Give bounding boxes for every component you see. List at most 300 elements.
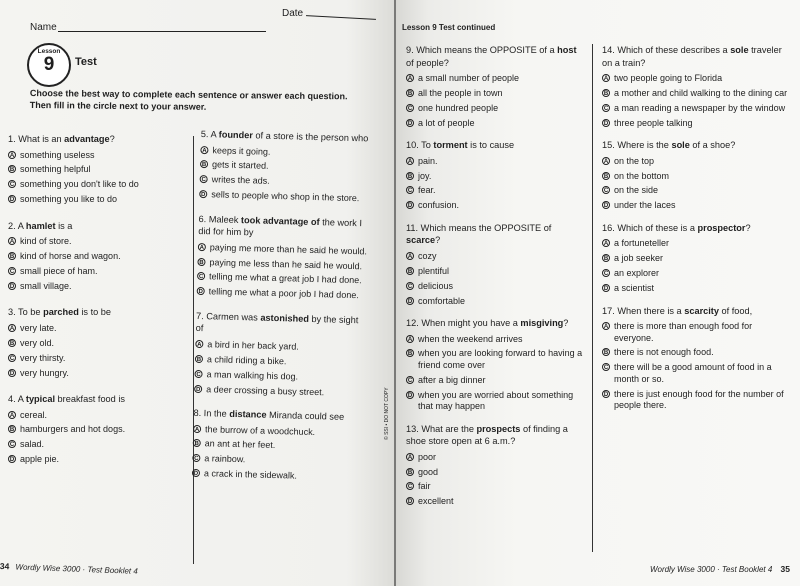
answer-bubble[interactable]: B bbox=[9, 340, 15, 347]
answer-text: apple pie. bbox=[20, 454, 60, 465]
vocabulary-word: parched bbox=[43, 307, 79, 318]
answer-text: salad. bbox=[20, 439, 45, 450]
question-text: 8. In the bbox=[193, 407, 230, 419]
continued-label: Lesson 9 Test continued bbox=[402, 23, 496, 32]
vocabulary-word: hamlet bbox=[25, 220, 56, 231]
answer-text: a scientist bbox=[614, 283, 655, 294]
vocabulary-word: scarcity bbox=[684, 305, 719, 316]
lesson-number: 9 bbox=[43, 54, 55, 75]
answer-text: on the top bbox=[614, 155, 655, 166]
answer-option[interactable] bbox=[406, 103, 586, 115]
answer-bubble[interactable]: D bbox=[603, 286, 609, 293]
answer-option[interactable] bbox=[406, 390, 586, 413]
question-1 bbox=[8, 133, 190, 206]
answer-bubble[interactable]: D bbox=[194, 384, 202, 392]
answer-option[interactable] bbox=[193, 438, 365, 454]
vocabulary-word: founder bbox=[218, 129, 254, 141]
date-line bbox=[306, 15, 376, 20]
answer-bubble[interactable]: D bbox=[9, 197, 15, 204]
question-text: 16. Which of these is a bbox=[602, 222, 698, 233]
answer-option[interactable] bbox=[200, 144, 372, 160]
answer-text: an ant at her feet. bbox=[204, 438, 276, 451]
answer-options bbox=[8, 150, 190, 206]
answer-bubble[interactable]: B bbox=[193, 439, 201, 447]
answer-option[interactable] bbox=[8, 150, 190, 162]
answer-option[interactable] bbox=[8, 251, 190, 263]
answer-option[interactable] bbox=[8, 410, 190, 422]
name-label: Name bbox=[30, 22, 57, 33]
answer-option[interactable] bbox=[406, 185, 586, 197]
answer-bubble[interactable]: D bbox=[603, 203, 609, 210]
answer-bubble[interactable]: D bbox=[603, 120, 609, 127]
answer-text: very old. bbox=[20, 337, 55, 348]
answer-option[interactable] bbox=[406, 118, 586, 130]
answer-bubble[interactable]: C bbox=[9, 268, 15, 275]
answer-option[interactable] bbox=[197, 257, 369, 273]
answer-bubble[interactable]: D bbox=[407, 120, 413, 127]
answer-bubble[interactable]: B bbox=[197, 258, 205, 266]
answer-option[interactable] bbox=[406, 334, 586, 346]
answer-bubble[interactable]: A bbox=[407, 454, 413, 461]
answer-options bbox=[602, 73, 788, 129]
answer-option[interactable] bbox=[602, 321, 788, 344]
question-text: ? bbox=[563, 318, 569, 329]
answer-option[interactable] bbox=[406, 496, 586, 508]
answer-text: a rainbow. bbox=[204, 453, 246, 465]
answer-option[interactable] bbox=[200, 159, 372, 175]
answer-text: hamburgers and hot dogs. bbox=[20, 424, 126, 435]
answer-text: cereal. bbox=[20, 409, 48, 420]
answer-option[interactable] bbox=[8, 353, 190, 365]
answer-bubble[interactable]: A bbox=[195, 340, 203, 348]
answer-bubble[interactable]: C bbox=[407, 105, 413, 112]
answer-option[interactable] bbox=[406, 156, 586, 168]
answer-bubble[interactable]: C bbox=[194, 370, 202, 378]
question-text: 10. To bbox=[406, 140, 434, 151]
footer-title-right: Wordly Wise 3000 · Test Booklet 4 bbox=[649, 565, 773, 574]
answer-option[interactable] bbox=[8, 368, 190, 380]
answer-options bbox=[406, 251, 586, 307]
answer-option[interactable] bbox=[8, 236, 190, 248]
question-stem bbox=[196, 310, 369, 339]
answer-bubble[interactable]: A bbox=[193, 424, 201, 432]
answer-option[interactable] bbox=[602, 88, 788, 100]
question-14 bbox=[602, 44, 788, 129]
answer-bubble[interactable]: B bbox=[200, 160, 208, 168]
answer-bubble[interactable]: D bbox=[197, 287, 205, 295]
question-stem bbox=[602, 139, 788, 152]
answer-option[interactable] bbox=[194, 369, 366, 385]
page-number-right: 35 bbox=[780, 564, 790, 574]
answer-bubble[interactable]: D bbox=[603, 391, 609, 398]
question-stem bbox=[406, 317, 586, 330]
answer-text: kind of store. bbox=[20, 236, 72, 247]
question-stem bbox=[406, 44, 586, 69]
answer-text: fear. bbox=[418, 185, 436, 196]
answer-bubble[interactable]: A bbox=[9, 239, 15, 246]
answer-text: something you don't like to do bbox=[20, 179, 139, 190]
instructions: Choose the best way to complete each sentence or answer each question. Then fill in the circle next to your answer. bbox=[29, 87, 348, 112]
answer-bubble[interactable]: D bbox=[192, 469, 200, 477]
answer-bubble[interactable]: B bbox=[9, 427, 15, 434]
answer-option[interactable] bbox=[602, 389, 788, 412]
vocabulary-word: prospects bbox=[476, 423, 521, 434]
answer-text: delicious bbox=[418, 280, 454, 291]
answer-options bbox=[602, 156, 788, 212]
answer-text: something helpful bbox=[20, 164, 91, 175]
answer-option[interactable] bbox=[602, 283, 788, 295]
answer-bubble[interactable]: C bbox=[603, 365, 609, 372]
question-text: 14. Which of these describes a bbox=[602, 45, 731, 55]
question-text: 1. What is an bbox=[8, 134, 65, 144]
answer-option[interactable] bbox=[406, 452, 586, 464]
question-5 bbox=[199, 128, 373, 205]
answer-options bbox=[406, 156, 586, 212]
answer-option[interactable] bbox=[406, 296, 586, 308]
answer-bubble[interactable]: C bbox=[9, 182, 15, 189]
question-stem bbox=[8, 306, 190, 319]
question-text: the work I did for him by bbox=[198, 216, 363, 238]
answer-text: keeps it going. bbox=[212, 144, 271, 157]
column-divider-left bbox=[193, 136, 194, 564]
question-16 bbox=[602, 222, 788, 295]
vocabulary-word: host bbox=[557, 45, 577, 55]
question-7 bbox=[194, 310, 368, 400]
footer-title-left: Wordly Wise 3000 · Test Booklet 4 bbox=[15, 562, 138, 576]
answer-text: something you like to do bbox=[20, 194, 118, 205]
answer-text: a man reading a newspaper by the window bbox=[614, 102, 786, 113]
question-text: ? bbox=[435, 235, 441, 246]
answer-text: there is not enough food. bbox=[614, 347, 714, 358]
answer-text: when the weekend arrives bbox=[418, 333, 523, 344]
answer-bubble[interactable]: B bbox=[603, 350, 609, 357]
answer-text: comfortable bbox=[418, 295, 466, 306]
answer-option[interactable] bbox=[406, 481, 586, 493]
vocabulary-word: advantage bbox=[64, 134, 110, 144]
answer-text: telling me what a great job I had done. bbox=[208, 271, 362, 286]
answer-bubble[interactable]: A bbox=[9, 152, 15, 159]
answer-option[interactable] bbox=[8, 164, 190, 176]
answer-bubble[interactable]: A bbox=[407, 76, 413, 82]
question-stem bbox=[8, 393, 190, 406]
answer-bubble[interactable]: B bbox=[407, 173, 413, 180]
answer-option[interactable] bbox=[602, 362, 788, 385]
vocabulary-word: misgiving bbox=[520, 318, 564, 329]
answer-bubble[interactable]: B bbox=[407, 90, 413, 97]
lesson-label: Lesson bbox=[37, 48, 61, 55]
question-stem bbox=[8, 133, 190, 146]
answer-bubble[interactable]: B bbox=[195, 355, 203, 363]
answer-option[interactable] bbox=[8, 454, 190, 466]
answer-option[interactable] bbox=[193, 423, 365, 439]
answer-option[interactable] bbox=[406, 88, 586, 100]
answer-text: a man walking his dog. bbox=[206, 368, 299, 382]
footer-left bbox=[0, 561, 138, 576]
answer-text: when you are looking forward to having a friend come over bbox=[418, 348, 583, 370]
question-2 bbox=[8, 220, 190, 293]
answer-option[interactable] bbox=[8, 266, 190, 278]
question-text: of a store is the person who bbox=[252, 130, 369, 144]
answer-bubble[interactable]: B bbox=[407, 351, 413, 358]
answer-bubble[interactable]: C bbox=[603, 105, 609, 112]
answer-options bbox=[602, 321, 788, 412]
answer-options bbox=[406, 452, 586, 508]
answer-options bbox=[406, 334, 586, 413]
answer-option[interactable] bbox=[197, 271, 369, 287]
answer-bubble[interactable]: B bbox=[9, 167, 15, 174]
answer-text: plentiful bbox=[418, 265, 450, 276]
answer-options bbox=[197, 242, 370, 303]
answer-bubble[interactable]: D bbox=[9, 457, 15, 464]
answer-option[interactable] bbox=[195, 354, 367, 370]
answer-options bbox=[199, 144, 372, 205]
answer-option[interactable] bbox=[602, 268, 788, 280]
answer-option[interactable] bbox=[406, 251, 586, 263]
answer-bubble[interactable]: A bbox=[9, 412, 15, 419]
answer-text: excellent bbox=[418, 496, 454, 507]
answer-option[interactable] bbox=[602, 200, 788, 212]
question-text: by the sight of bbox=[195, 313, 359, 334]
question-text: of people? bbox=[406, 57, 449, 68]
answer-options bbox=[8, 410, 190, 466]
question-text: is to be bbox=[78, 307, 112, 318]
answer-text: there is just enough food for the number of people there. bbox=[614, 388, 784, 411]
answer-text: small piece of ham. bbox=[20, 265, 98, 276]
answer-text: a fortuneteller bbox=[614, 238, 670, 249]
page-number-left: 34 bbox=[0, 561, 10, 572]
answer-option[interactable] bbox=[406, 375, 586, 387]
answer-bubble[interactable]: B bbox=[9, 254, 15, 261]
answer-bubble[interactable]: D bbox=[407, 203, 413, 210]
answer-bubble[interactable]: C bbox=[603, 271, 609, 278]
answer-bubble[interactable]: C bbox=[407, 188, 413, 195]
question-text: is to cause bbox=[467, 140, 515, 151]
answer-bubble[interactable]: B bbox=[603, 256, 609, 263]
question-text: of finding a shoe store open at 6 a.m.? bbox=[406, 423, 568, 447]
answer-bubble[interactable]: C bbox=[407, 484, 413, 491]
question-text: is a bbox=[55, 220, 73, 231]
answer-option[interactable] bbox=[406, 348, 586, 371]
answer-bubble[interactable]: D bbox=[407, 298, 413, 305]
answer-bubble[interactable]: A bbox=[603, 241, 609, 248]
question-stem bbox=[406, 222, 586, 247]
answer-option[interactable] bbox=[8, 439, 190, 451]
answer-option[interactable] bbox=[8, 194, 190, 206]
answer-text: on the bottom bbox=[614, 170, 670, 181]
answer-text: there will be a good amount of food in a month or so. bbox=[614, 362, 772, 384]
vocabulary-word: sole bbox=[730, 45, 749, 55]
answer-bubble[interactable]: B bbox=[407, 268, 413, 275]
answer-text: a child riding a bike. bbox=[206, 353, 287, 367]
answer-options bbox=[192, 423, 365, 484]
answer-text: under the laces bbox=[614, 200, 676, 211]
answer-option[interactable] bbox=[406, 73, 586, 85]
question-text: 15. Where is the bbox=[602, 140, 672, 151]
answer-text: very late. bbox=[20, 322, 57, 333]
left-page bbox=[0, 0, 394, 586]
answer-text: paying me less than he said he would. bbox=[209, 256, 363, 271]
answer-option[interactable] bbox=[602, 103, 788, 115]
answer-bubble[interactable]: B bbox=[603, 173, 609, 180]
answer-option[interactable] bbox=[602, 238, 788, 250]
answer-bubble[interactable]: A bbox=[200, 145, 208, 153]
answer-bubble[interactable]: B bbox=[407, 469, 413, 476]
question-15 bbox=[602, 139, 788, 212]
answer-option[interactable] bbox=[199, 189, 371, 205]
answer-text: pain. bbox=[418, 155, 438, 166]
answer-option[interactable] bbox=[602, 185, 788, 197]
answer-bubble[interactable]: D bbox=[407, 392, 413, 399]
question-text: traveler on a train? bbox=[602, 45, 782, 68]
question-text: 6. Maleek bbox=[198, 213, 242, 225]
answer-option[interactable] bbox=[406, 200, 586, 212]
column-1 bbox=[8, 133, 190, 469]
answer-text: very hungry. bbox=[20, 367, 69, 378]
answer-text: an explorer bbox=[614, 268, 660, 279]
answer-text: a lot of people bbox=[418, 117, 475, 128]
answer-text: gets it started. bbox=[211, 159, 269, 172]
answer-text: the burrow of a woodchuck. bbox=[204, 423, 316, 437]
question-text: 2. A bbox=[8, 220, 26, 231]
answer-bubble[interactable]: A bbox=[407, 253, 413, 260]
question-text: ? bbox=[109, 134, 115, 144]
question-text: 12. When might you have a bbox=[406, 318, 521, 329]
answer-bubble[interactable]: C bbox=[603, 188, 609, 195]
answer-bubble[interactable]: A bbox=[603, 76, 609, 82]
answer-option[interactable] bbox=[602, 347, 788, 359]
answer-text: after a big dinner bbox=[418, 374, 486, 385]
answer-text: something useless bbox=[20, 149, 95, 160]
answer-text: a small number of people bbox=[418, 73, 520, 83]
question-text: breakfast food is bbox=[55, 394, 125, 405]
answer-option[interactable] bbox=[197, 286, 369, 302]
test-title: Test bbox=[75, 56, 97, 68]
question-text: 5. A bbox=[200, 128, 219, 140]
question-text: Miranda could see bbox=[266, 409, 345, 422]
answer-text: poor bbox=[418, 451, 437, 462]
answer-text: a mother and child walking to the dining car bbox=[614, 87, 788, 98]
answer-option[interactable] bbox=[194, 383, 366, 399]
vocabulary-word: scarce bbox=[406, 235, 436, 246]
answer-bubble[interactable]: C bbox=[192, 454, 200, 462]
answer-bubble[interactable]: C bbox=[9, 442, 15, 449]
answer-text: a crack in the sidewalk. bbox=[203, 468, 298, 481]
vocabulary-word: astonished bbox=[260, 312, 310, 324]
answer-text: writes the ads. bbox=[211, 174, 270, 187]
answer-text: one hundred people bbox=[418, 102, 499, 113]
question-9 bbox=[406, 44, 586, 129]
answer-option[interactable] bbox=[602, 253, 788, 265]
answer-option[interactable] bbox=[192, 468, 364, 484]
answer-text: kind of horse and wagon. bbox=[20, 251, 121, 262]
question-text: ? bbox=[745, 222, 751, 233]
answer-text: all the people in town bbox=[418, 87, 503, 98]
question-4 bbox=[8, 393, 190, 466]
answer-option[interactable] bbox=[602, 156, 788, 168]
answer-option[interactable] bbox=[602, 171, 788, 183]
answer-option[interactable] bbox=[602, 73, 788, 85]
answer-bubble[interactable]: C bbox=[9, 355, 15, 362]
answer-text: joy. bbox=[418, 170, 432, 181]
answer-options bbox=[194, 339, 367, 400]
question-stem bbox=[198, 213, 371, 242]
answer-text: paying me more than he said he would. bbox=[209, 241, 368, 257]
question-12 bbox=[406, 317, 586, 413]
question-text: 17. When there is a bbox=[602, 305, 685, 316]
lesson-badge bbox=[27, 43, 71, 87]
answer-options bbox=[602, 238, 788, 294]
answer-option[interactable] bbox=[8, 179, 190, 191]
answer-bubble[interactable]: C bbox=[407, 283, 413, 290]
answer-text: three people talking bbox=[614, 117, 693, 128]
answer-option[interactable] bbox=[8, 424, 190, 436]
question-8 bbox=[192, 407, 366, 484]
column-divider-right bbox=[592, 44, 593, 552]
question-stem bbox=[193, 407, 365, 424]
answer-bubble[interactable]: A bbox=[9, 325, 15, 332]
answer-option[interactable] bbox=[406, 281, 586, 293]
answer-text: small village. bbox=[20, 280, 72, 291]
answer-option[interactable] bbox=[406, 171, 586, 183]
answer-bubble[interactable]: A bbox=[407, 336, 413, 343]
answer-bubble[interactable]: C bbox=[407, 377, 413, 384]
footer-right bbox=[650, 564, 790, 574]
answer-bubble[interactable]: D bbox=[9, 370, 15, 377]
question-text: 4. A bbox=[8, 394, 26, 405]
answer-bubble[interactable]: A bbox=[198, 243, 206, 251]
answer-option[interactable] bbox=[406, 467, 586, 479]
question-17 bbox=[602, 305, 788, 412]
answer-option[interactable] bbox=[198, 242, 370, 258]
answer-options bbox=[8, 323, 190, 379]
answer-bubble[interactable]: D bbox=[9, 283, 15, 290]
answer-bubble[interactable]: A bbox=[407, 158, 413, 165]
vocabulary-word: torment bbox=[433, 140, 468, 151]
right-page bbox=[384, 0, 800, 586]
answer-option[interactable] bbox=[195, 339, 367, 355]
answer-bubble[interactable]: D bbox=[407, 499, 413, 506]
answer-text: a job seeker bbox=[614, 253, 664, 264]
answer-text: on the side bbox=[614, 185, 659, 196]
answer-bubble[interactable]: A bbox=[603, 158, 609, 165]
vocabulary-word: sole bbox=[671, 140, 690, 151]
answer-option[interactable] bbox=[602, 118, 788, 130]
answer-options bbox=[406, 73, 586, 129]
answer-text: sells to people who shop in the store. bbox=[211, 189, 360, 204]
answer-option[interactable] bbox=[8, 323, 190, 335]
question-text: of food, bbox=[718, 305, 753, 316]
answer-option[interactable] bbox=[192, 453, 364, 469]
question-11 bbox=[406, 222, 586, 307]
answer-option[interactable] bbox=[8, 281, 190, 293]
answer-option[interactable] bbox=[8, 338, 190, 350]
answer-option[interactable] bbox=[406, 266, 586, 278]
answer-bubble[interactable]: C bbox=[200, 175, 208, 183]
answer-bubble[interactable]: B bbox=[603, 90, 609, 97]
answer-text: very thirsty. bbox=[20, 352, 66, 363]
answer-option[interactable] bbox=[199, 174, 371, 190]
question-13 bbox=[406, 423, 586, 508]
answer-text: two people going to Florida bbox=[614, 73, 723, 83]
copyright-vertical: © SSI • DO NOT COPY bbox=[384, 387, 390, 440]
answer-bubble[interactable]: C bbox=[197, 272, 205, 280]
question-stem bbox=[602, 44, 788, 69]
answer-bubble[interactable]: A bbox=[603, 324, 609, 331]
answer-bubble[interactable]: D bbox=[199, 190, 207, 198]
question-text: 9. Which means the OPPOSITE of a bbox=[406, 45, 558, 55]
question-stem bbox=[406, 423, 586, 448]
answer-text: a deer crossing a busy street. bbox=[206, 383, 325, 397]
